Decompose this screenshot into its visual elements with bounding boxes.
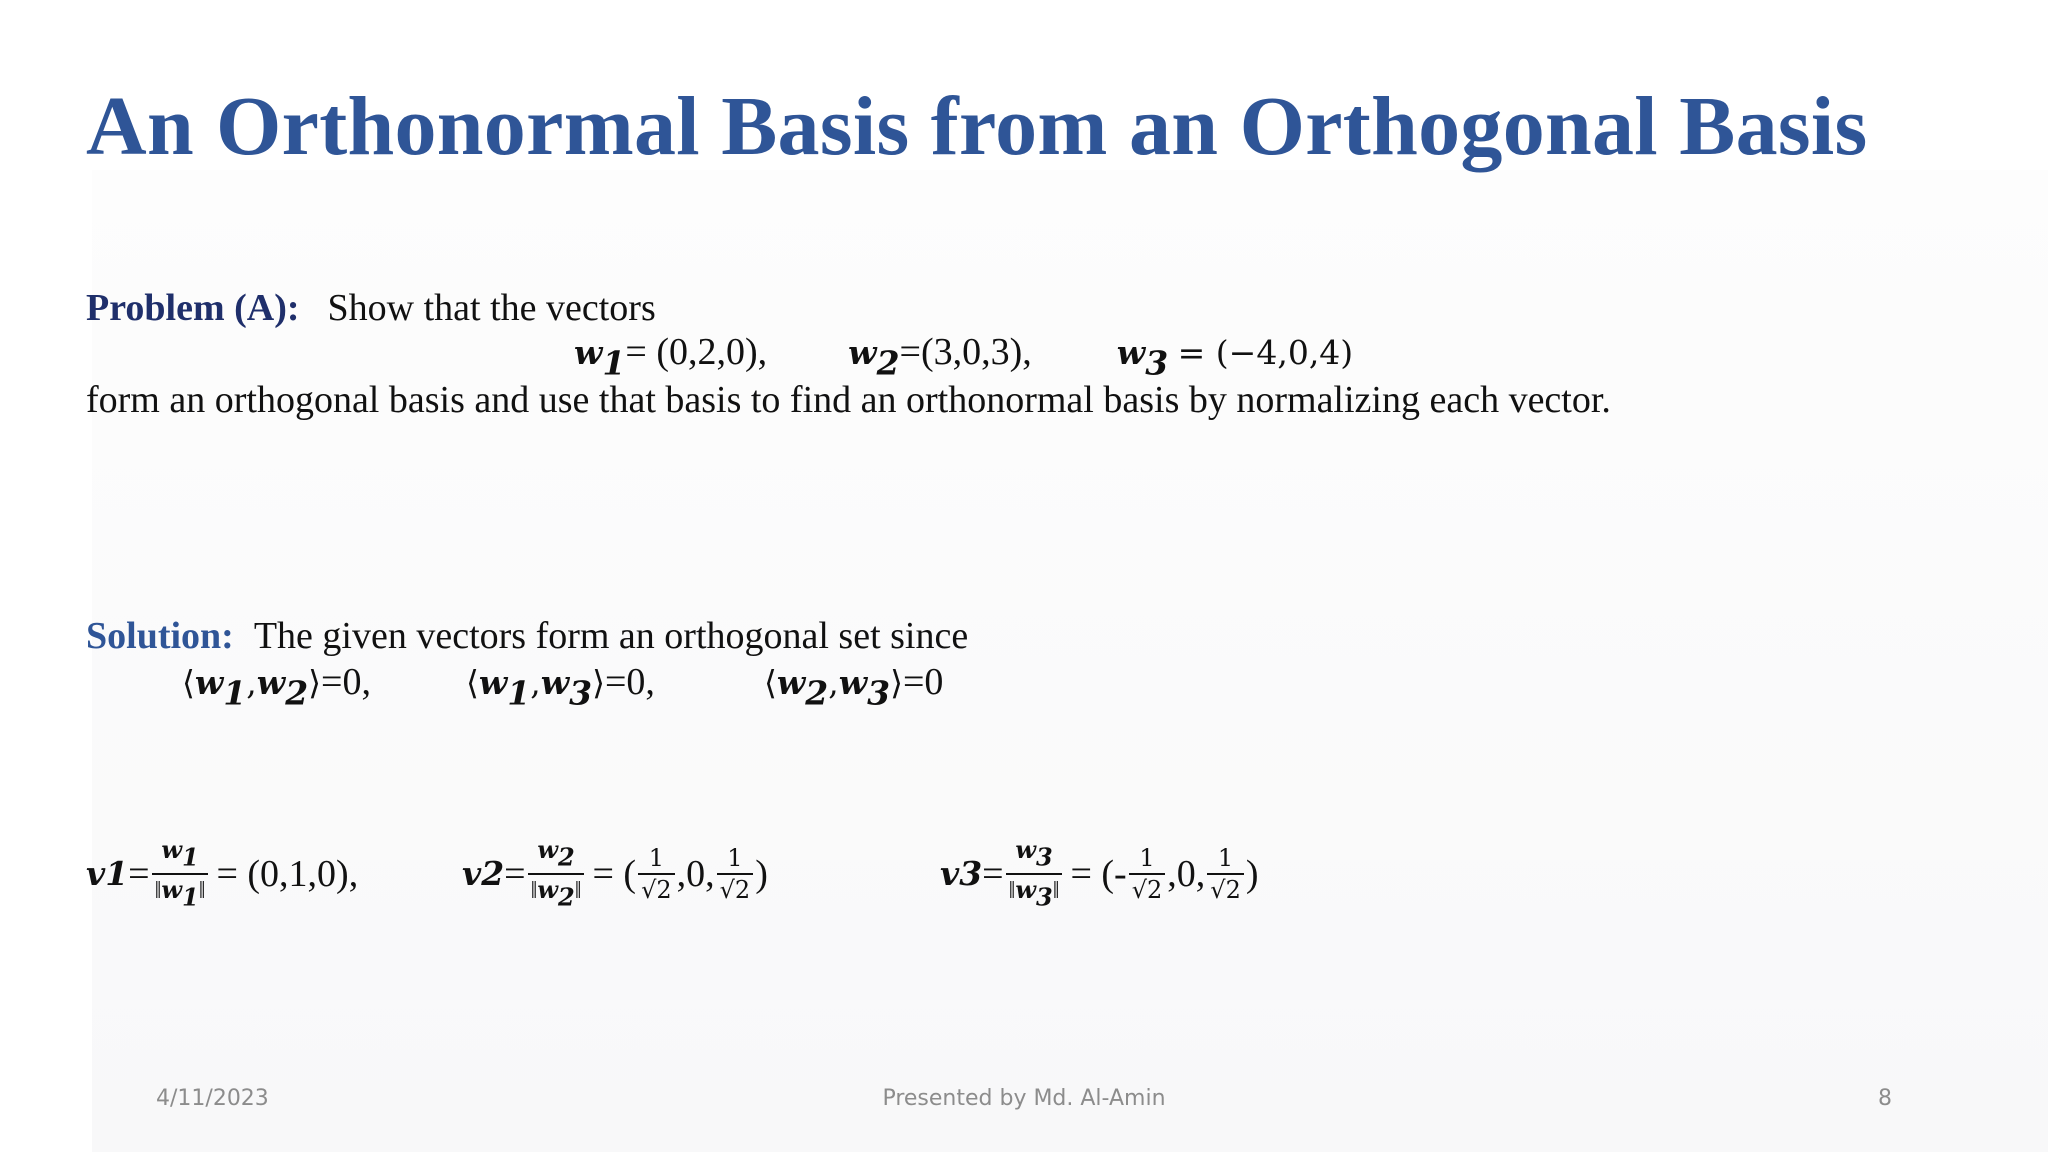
vector-w3: $w_3 = (-4,0,4)$ <box>1116 333 1354 383</box>
solution-label: Solution: <box>86 615 234 657</box>
problem-intro-line <box>86 286 656 330</box>
equation-v3: v 3 = $\frac{w_3}{‖w_3‖}$ = (- $\frac{1}{√2}$ ,0, $\frac{1}{√2}$ ) <box>940 835 1259 912</box>
vector-w1: $w_1= (0,2,0)$, <box>574 331 768 383</box>
fraction-w3-over-norm: $\frac{w_3}{‖w_3‖}$ <box>1006 838 1063 909</box>
problem-intro-text: Show that the vectors <box>327 287 656 329</box>
inner-product-w2-w3: $⟨w_2,w_3⟩=0$ <box>763 661 944 713</box>
fraction-one-over-root2: $\frac{1}{√2}$ <box>638 846 675 902</box>
equation-v1: v 1 = $\frac{w_1}{‖w_1‖}$ = (0,1,0), <box>86 835 359 912</box>
title-part-2: Orthonormal Basis from an Orthogonal Basis <box>215 80 1868 173</box>
fraction-one-over-root2: $\frac{1}{√2}$ <box>1129 846 1166 902</box>
problem-conclusion: form an orthogonal basis and use that basis to find an orthonormal basis by normalizing each vector. <box>86 379 1611 421</box>
title-part-1: An <box>86 80 194 173</box>
problem-label: Problem (A): <box>86 287 300 329</box>
equation-v2: v 2 = $\frac{w_2}{‖w_2‖}$ = ( $\frac{1}{√2}$ ,0, $\frac{1}{√2}$ ) <box>462 835 768 912</box>
inner-product-w1-w2: $⟨w_1,w_2⟩=0$, <box>182 661 371 713</box>
slide-title <box>86 78 1868 175</box>
fraction-w2-over-norm: $\frac{w_2}{‖w_2‖}$ <box>528 838 585 909</box>
vector-w2: $w_2=(3,0,3)$, <box>848 331 1032 383</box>
footer-page-number: 8 <box>1878 1086 1892 1111</box>
solution-text: The given vectors form an orthogonal set since <box>253 615 969 657</box>
vectors-line <box>574 330 1353 383</box>
footer-date: 4/11/2023 <box>156 1086 269 1111</box>
solution-line <box>86 614 968 658</box>
inner-products-line <box>182 660 943 713</box>
fraction-one-over-root2: $\frac{1}{√2}$ <box>1207 846 1244 902</box>
inner-product-w1-w3: $⟨w_1,w_3⟩=0$, <box>465 661 655 713</box>
fraction-w1-over-norm: $\frac{w_1}{‖w_1‖}$ <box>152 838 209 909</box>
footer-presenter: Presented by Md. Al-Amin <box>882 1086 1166 1111</box>
fraction-one-over-root2: $\frac{1}{√2}$ <box>717 846 754 902</box>
